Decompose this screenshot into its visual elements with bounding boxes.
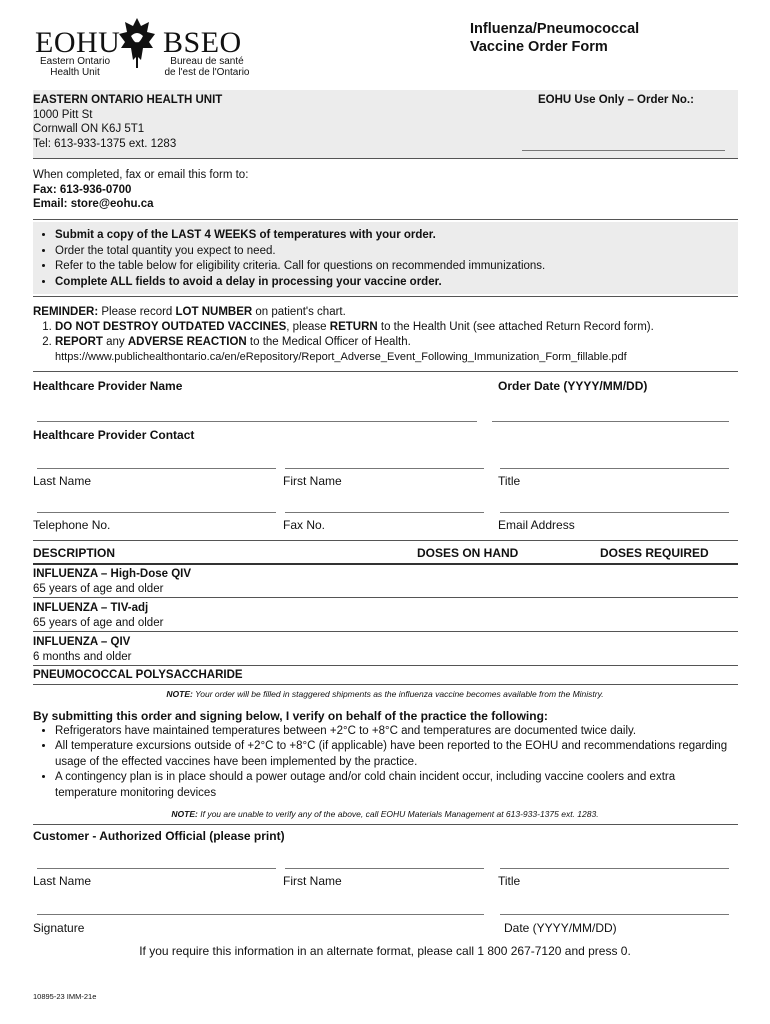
table-row: PNEUMOCOCCAL POLYSACCHARIDE	[33, 669, 243, 681]
verify-item: • Refrigerators have maintained temperatures between +2°C to +8°C and temperatures are documented twice daily.	[55, 724, 738, 740]
divider	[33, 563, 738, 565]
order-number-field[interactable]	[522, 150, 725, 151]
instruction-item: • Refer to the table below for eligibility criteria. Call for questions on recommended immunizations.	[55, 259, 738, 275]
signature-date-label: Date (YYYY/MM/DD)	[504, 921, 617, 935]
instruction-item: • Submit a copy of the LAST 4 WEEKS of temperatures with your order.	[55, 228, 738, 244]
table-note: NOTE: Your order will be filled in staggered shipments as the influenza vaccine becomes available from the Ministry.	[166, 689, 604, 699]
reminder-item: 1. DO NOT DESTROY OUTDATED VACCINES, please RETURN to the Health Unit (see attached Return Record form).	[55, 320, 738, 335]
email-address: Email: store@eohu.ca	[33, 198, 154, 210]
fax-field[interactable]	[285, 512, 484, 513]
reminder-block	[33, 305, 738, 364]
provider-name-field[interactable]	[37, 421, 477, 422]
row-divider	[33, 665, 738, 666]
first-name-field[interactable]	[285, 468, 484, 469]
order-date-field[interactable]	[492, 421, 729, 422]
table-row: INFLUENZA – QIV 6 months and older	[33, 636, 132, 663]
signature-date-field[interactable]	[500, 914, 729, 915]
order-date-label: Order Date (YYYY/MM/DD)	[498, 379, 648, 393]
official-title-field[interactable]	[500, 868, 729, 869]
official-last-name-field[interactable]	[37, 868, 276, 869]
telephone-field[interactable]	[37, 512, 276, 513]
table-header-doses-on-hand: DOSES ON HAND	[417, 546, 519, 560]
signature-field[interactable]	[37, 914, 484, 915]
fax-number: Fax: 613-936-0700	[33, 183, 132, 196]
logo-right-word: BSEO	[163, 26, 242, 59]
table-header-description: DESCRIPTION	[33, 546, 116, 560]
divider	[33, 540, 738, 541]
divider	[33, 824, 738, 825]
verify-block	[33, 709, 738, 801]
alternate-format-note: If you require this information in an alternate format, please call 1 800 267-7120 and press 0.	[139, 944, 631, 958]
eohu-use-label: EOHU Use Only – Order No.:	[538, 94, 694, 106]
official-last-name-label: Last Name	[33, 874, 92, 888]
eohu-logo	[33, 16, 253, 78]
verify-item: • All temperature excursions outside of +2°C to +8°C (if applicable) have been reported to the EOHU and recommendations regarding usage of the effected vaccines have been implemented by the practice.	[55, 739, 738, 770]
row-divider	[33, 631, 738, 632]
logo-left-sub: Eastern Ontario Health Unit	[39, 56, 111, 78]
logo-left-word: EOHU	[35, 26, 121, 59]
reminder-line: REMINDER: Please record LOT NUMBER on patient's chart.	[33, 306, 346, 318]
last-name-field[interactable]	[37, 468, 276, 469]
row-divider	[33, 684, 738, 685]
email-field[interactable]	[500, 512, 729, 513]
title-field[interactable]	[500, 468, 729, 469]
divider	[33, 219, 738, 220]
org-name: EASTERN ONTARIO HEALTH UNIT	[33, 94, 223, 106]
signature-label: Signature	[33, 921, 85, 935]
reminder-item: 2. REPORT any ADVERSE REACTION to the Medical Officer of Health.	[55, 335, 738, 350]
official-title-label: Title	[498, 874, 521, 888]
maple-leaf-crest-icon	[117, 16, 157, 70]
email-label: Email Address	[498, 518, 575, 532]
provider-name-label: Healthcare Provider Name	[33, 379, 183, 393]
instruction-item: • Complete ALL fields to avoid a delay in processing your vaccine order.	[55, 275, 738, 291]
divider	[33, 296, 738, 297]
instructions	[33, 228, 738, 290]
telephone-label: Telephone No.	[33, 518, 111, 532]
provider-contact-label: Healthcare Provider Contact	[33, 428, 195, 442]
title-label: Title	[498, 474, 521, 488]
official-heading: Customer - Authorized Official (please print)	[33, 829, 285, 843]
telephone: Tel: 613-933-1375 ext. 1283	[33, 137, 177, 150]
verify-note: NOTE: If you are unable to verify any of the above, call EOHU Materials Management at 613-933-1375 ext. 1283.	[171, 809, 599, 819]
official-first-name-field[interactable]	[285, 868, 484, 869]
divider	[33, 158, 738, 159]
submit-block	[33, 168, 248, 212]
form-code: 10895-23 IMM-21e	[33, 992, 97, 1001]
logo-right-sub: Bureau de santé de l'est de l'Ontario	[164, 56, 250, 78]
table-header-doses-required: DOSES REQUIRED	[600, 546, 709, 560]
instruction-item: • Order the total quantity you expect to need.	[55, 244, 738, 260]
first-name-label: First Name	[283, 474, 342, 488]
table-row: INFLUENZA – High-Dose QIV 65 years of age and older	[33, 568, 192, 595]
last-name-label: Last Name	[33, 474, 92, 488]
fax-label: Fax No.	[283, 518, 326, 532]
city: Cornwall ON K6J 5T1	[33, 123, 145, 135]
table-row: INFLUENZA – TIV-adj 65 years of age and older	[33, 602, 164, 629]
divider	[33, 371, 738, 372]
street: 1000 Pitt St	[33, 108, 93, 121]
submit-intro: When completed, fax or email this form to:	[33, 169, 249, 181]
form-title: Influenza/Pneumococcal Vaccine Order Form	[470, 21, 640, 55]
adverse-event-url[interactable]: https://www.publichealthontario.ca/en/eRepository/Report_Adverse_Event_Following_Immunization_Form_fillable.pdf	[55, 350, 627, 363]
verify-heading: By submitting this order and signing below, I verify on behalf of the practice the following:	[33, 709, 548, 723]
verify-item: • A contingency plan is in place should a power outage and/or cold chain incident occur, including vaccine coolers and extra temperature monitoring devices	[55, 770, 738, 801]
row-divider	[33, 597, 738, 598]
official-first-name-label: First Name	[283, 874, 342, 888]
address-block	[33, 93, 222, 151]
